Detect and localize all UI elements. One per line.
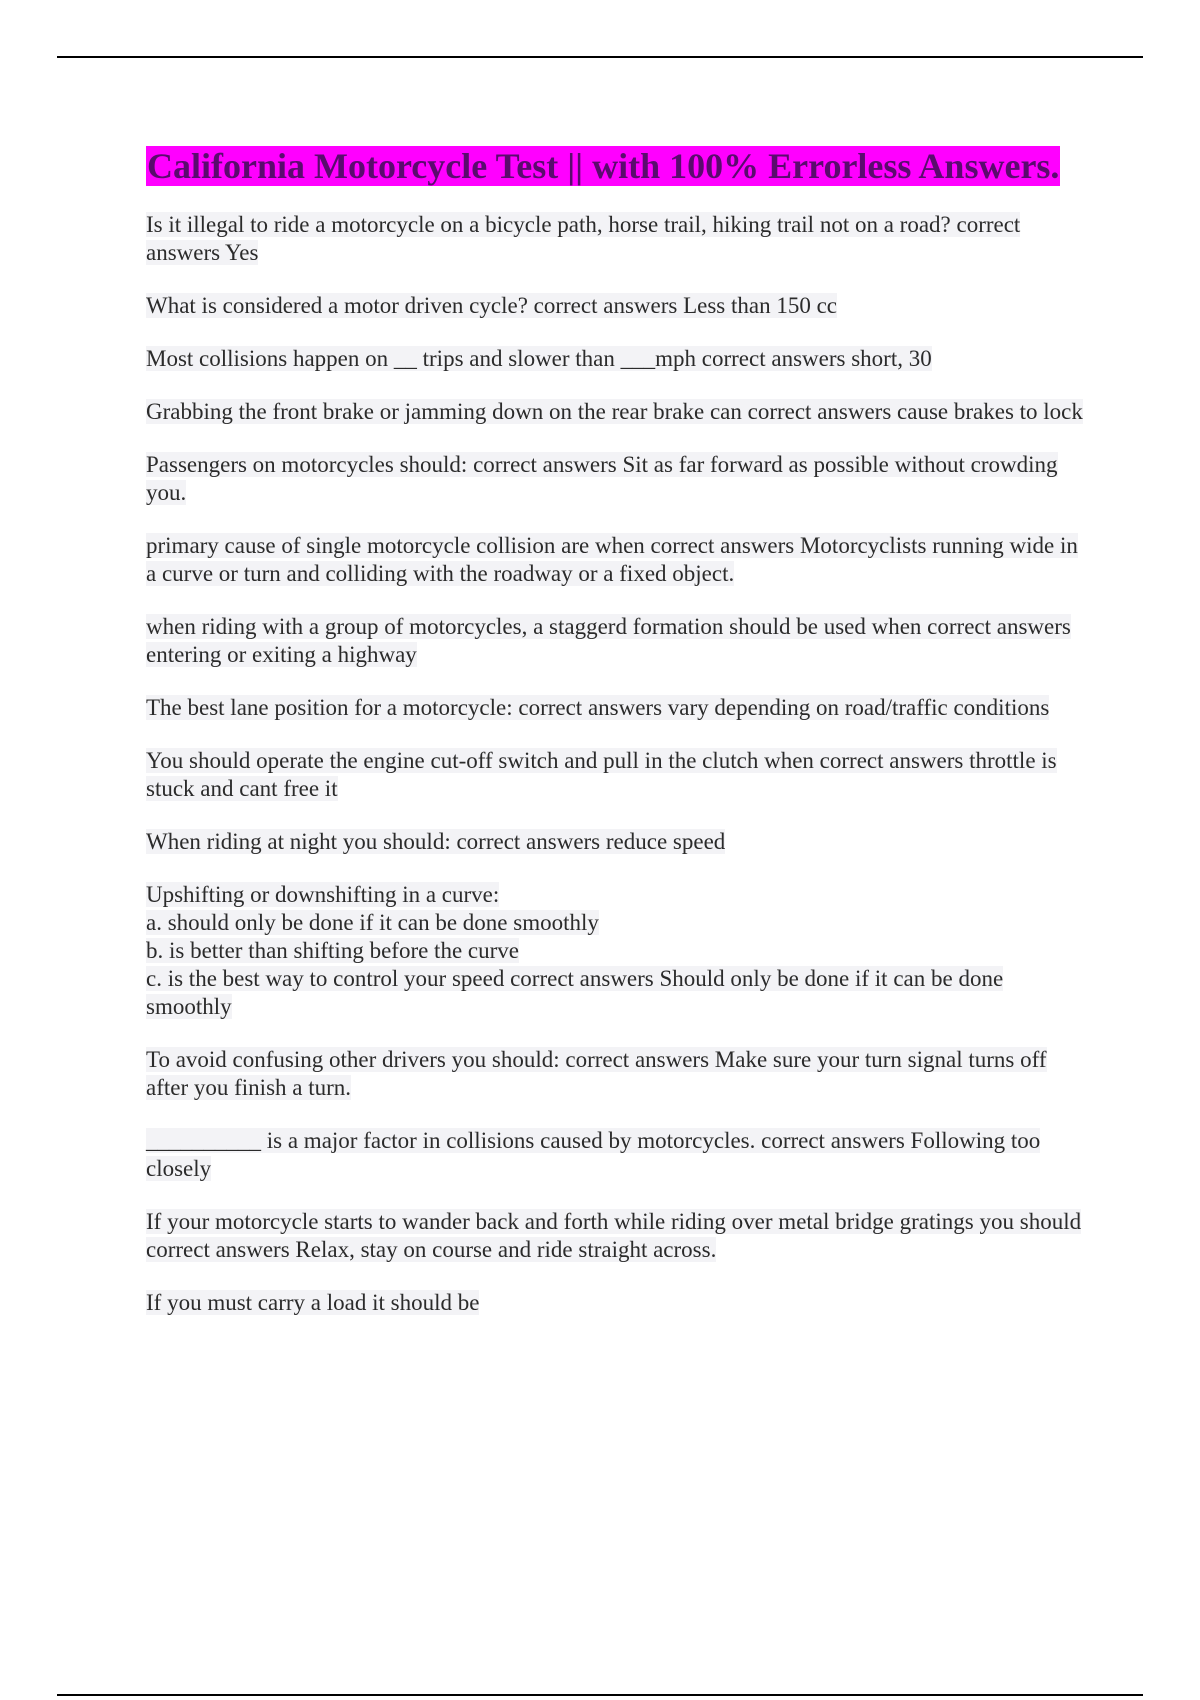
qa-text: Is it illegal to ride a motorcycle on a bicycle path, horse trail, hiking trail not on a road? correct answers Yes [146, 212, 1021, 265]
qa-item [146, 1046, 1086, 1102]
qa-item [146, 211, 1086, 267]
bottom-rule [57, 1694, 1143, 1696]
qa-item [146, 1127, 1086, 1183]
qa-text: primary cause of single motorcycle collision are when correct answers Motorcyclists running wide in a curve or turn and colliding with the roadway or a fixed object. [146, 533, 1078, 586]
qa-text: If you must carry a load it should be [146, 1290, 480, 1315]
qa-text: when riding with a group of motorcycles, a staggerd formation should be used when correct answers entering or exiting a highway [146, 614, 1071, 667]
qa-text: Upshifting or downshifting in a curve: [146, 882, 500, 907]
qa-item [146, 292, 1086, 320]
title-block [146, 145, 1086, 187]
qa-text: Most collisions happen on __ trips and slower than ___mph correct answers short, 30 [146, 346, 932, 371]
qa-item [146, 881, 1086, 1021]
qa-item [146, 451, 1086, 507]
qa-text: When riding at night you should: correct answers reduce speed [146, 829, 726, 854]
qa-item [146, 694, 1086, 722]
qa-text: Grabbing the front brake or jamming down on the rear brake can correct answers cause brakes to lock [146, 399, 1083, 424]
qa-item [146, 532, 1086, 588]
qa-item [146, 747, 1086, 803]
top-rule [57, 56, 1143, 58]
qa-item [146, 613, 1086, 669]
qa-text: c. is the best way to control your speed correct answers Should only be done if it can be done smoothly [146, 966, 1004, 1019]
qa-text: To avoid confusing other drivers you should: correct answers Make sure your turn signal turns off after you finish a turn. [146, 1047, 1047, 1100]
qa-text: What is considered a motor driven cycle? correct answers Less than 150 cc [146, 293, 837, 318]
qa-item [146, 1289, 1086, 1317]
qa-list [146, 211, 1086, 1317]
document-title: California Motorcycle Test || with 100% Errorless Answers. [147, 146, 1060, 186]
document-body [146, 145, 1086, 1342]
qa-text: a. should only be done if it can be done smoothly [146, 910, 599, 935]
qa-item [146, 345, 1086, 373]
qa-item [146, 398, 1086, 426]
qa-text: __________ is a major factor in collisions caused by motorcycles. correct answers Following too closely [146, 1128, 1041, 1181]
qa-text: Passengers on motorcycles should: correct answers Sit as far forward as possible without crowding you. [146, 452, 1058, 505]
qa-text: If your motorcycle starts to wander back and forth while riding over metal bridge gratings you should correct answers Relax, stay on course and ride straight across. [146, 1209, 1082, 1262]
qa-text: You should operate the engine cut-off switch and pull in the clutch when correct answers throttle is stuck and cant free it [146, 748, 1057, 801]
qa-item [146, 828, 1086, 856]
qa-text: b. is better than shifting before the curve [146, 938, 519, 963]
qa-text: The best lane position for a motorcycle: correct answers vary depending on road/traffic conditions [146, 695, 1050, 720]
qa-item [146, 1208, 1086, 1264]
